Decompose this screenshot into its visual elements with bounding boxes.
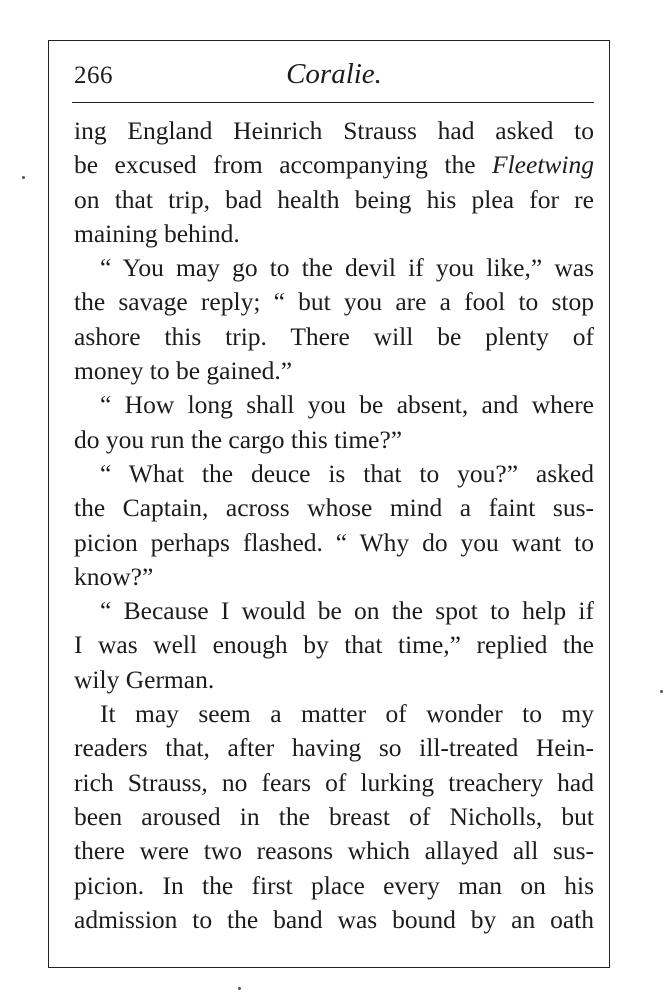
- text-line: “ Because I would be on the spot to help if: [100, 596, 594, 626]
- scan-speck: [22, 176, 25, 179]
- page-header: [74, 56, 594, 96]
- text-line: ing England Heinrich Strauss had asked to: [74, 116, 594, 145]
- scan-speck: [238, 987, 241, 990]
- text-line: [74, 148, 594, 182]
- text-line: ashore this trip. There will be plenty of: [74, 321, 594, 351]
- text-line: know?”: [74, 561, 154, 591]
- text-line: admission to the band was bound by an oath: [74, 904, 594, 934]
- text-line: do you run the cargo this time?”: [74, 424, 403, 454]
- page-number: 266: [74, 62, 113, 89]
- text-line: the savage reply; “ but you are a fool to stop: [74, 287, 594, 317]
- header-rule: [72, 102, 594, 103]
- text-line: the Captain, across whose mind a faint sus-: [74, 493, 594, 523]
- text-line-segment: be excused from accompanying the: [74, 150, 493, 180]
- scan-speck: [660, 690, 663, 693]
- text-line: It may seem a matter of wonder to my: [100, 699, 594, 729]
- text-line: maining behind.: [74, 218, 240, 248]
- text-line: picion perhaps flashed. “ Why do you want to: [74, 527, 594, 557]
- text-line: I was well enough by that time,” replied the: [74, 630, 594, 660]
- text-line: money to be gained.”: [74, 356, 293, 386]
- body-text: [74, 114, 594, 937]
- text-line: “ You may go to the devil if you like,” was: [100, 253, 594, 283]
- text-line: wily German.: [74, 664, 215, 694]
- text-line: there were two reasons which allayed all sus-: [74, 836, 594, 866]
- text-line: on that trip, bad health being his plea for re: [74, 184, 594, 214]
- text-line: rich Strauss, no fears of lurking treachery had: [74, 767, 594, 797]
- text-line: picion. In the first place every man on his: [74, 870, 594, 900]
- text-line: “ How long shall you be absent, and where: [100, 390, 594, 420]
- running-title: Coralie.: [286, 58, 382, 90]
- text-line: “ What the deuce is that to you?” asked: [100, 458, 594, 488]
- ship-name: Fleetwing: [492, 150, 594, 180]
- text-line: been aroused in the breast of Nicholls, but: [74, 801, 594, 831]
- text-line: readers that, after having so ill-treated Hein-: [74, 733, 594, 763]
